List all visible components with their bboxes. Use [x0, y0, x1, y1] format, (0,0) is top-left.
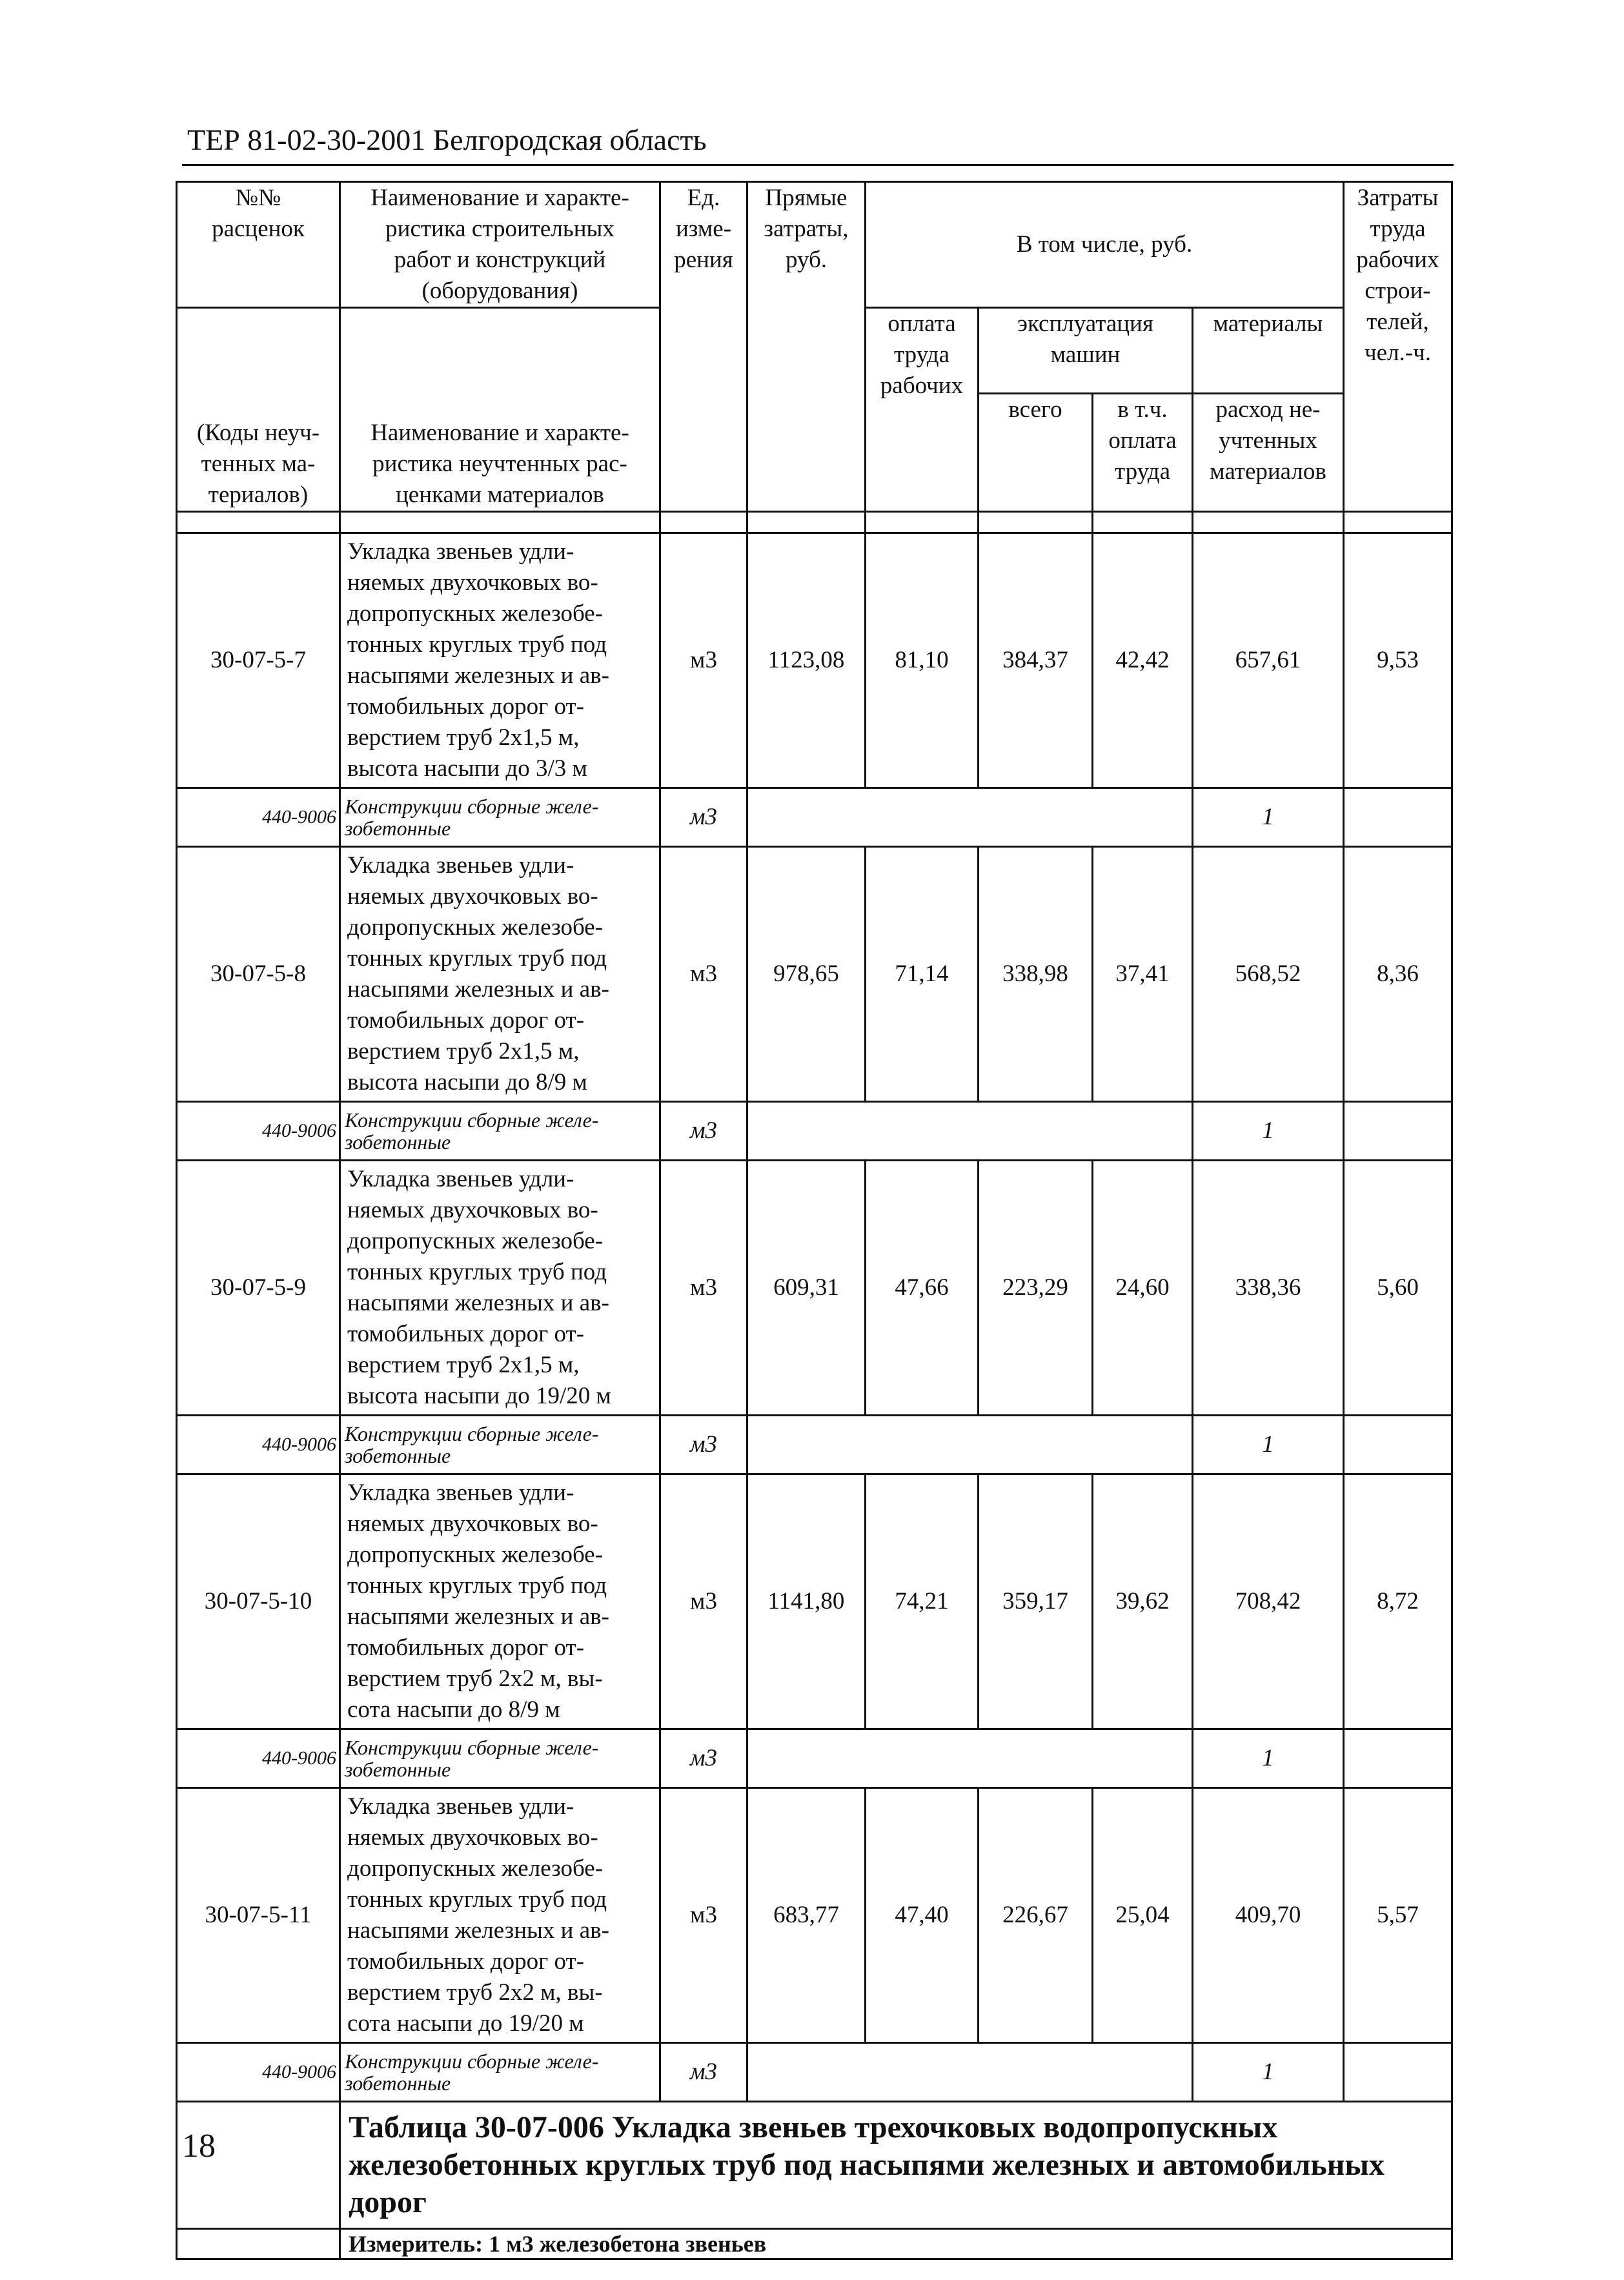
description-line: томобильных дорог от-	[347, 1634, 585, 1661]
description-line: верстием труб 2х1,5 м,	[347, 1352, 580, 1378]
labor-pay: 47,66	[866, 1161, 979, 1416]
description-line: тонных круглых труб под	[347, 945, 607, 972]
material-unit: м3	[660, 788, 747, 847]
description-line: верстием труб 2х1,5 м,	[347, 1038, 580, 1064]
unit: м3	[660, 1161, 747, 1416]
description-line: допропускных железобе-	[347, 1228, 604, 1254]
direct-cost: 978,65	[747, 847, 866, 1102]
labor-pay: 47,40	[866, 1788, 979, 2043]
machine-labor-pay: 25,04	[1093, 1788, 1193, 2043]
th-code-unaccounted: (Коды неуч- тенных ма- териалов)	[177, 308, 340, 512]
materials-cost: 338,36	[1193, 1161, 1344, 1416]
table-row	[177, 1161, 1452, 1416]
machine-cost: 226,67	[979, 1788, 1093, 2043]
description-line: Укладка звеньев удли-	[347, 1793, 574, 1820]
material-row	[177, 1416, 1452, 1474]
material-description: Конструкции сборные желе- зобетонные	[340, 2043, 660, 2102]
description-line: верстием труб 2х2 м, вы-	[347, 1665, 603, 1692]
material-row	[177, 2043, 1452, 2102]
table-row	[177, 533, 1452, 788]
material-code: 440-9006	[177, 1416, 340, 1474]
table-row	[177, 847, 1452, 1102]
th-machines-pay: в т.ч. оплата труда	[1093, 394, 1193, 512]
direct-cost: 683,77	[747, 1788, 866, 2043]
description-line: няемых двухочковых во-	[347, 883, 598, 910]
price-table	[176, 181, 1453, 2260]
unit: м3	[660, 1788, 747, 2043]
material-qty: 1	[1193, 1729, 1344, 1788]
th-including: В том числе, руб.	[866, 182, 1344, 308]
page-number: 18	[182, 2128, 216, 2164]
labor-pay: 71,14	[866, 847, 979, 1102]
description-line: высота насыпи до 8/9 м	[347, 1069, 587, 1095]
description-line: сота насыпи до 8/9 м	[347, 1696, 560, 1723]
machine-labor-pay: 39,62	[1093, 1474, 1193, 1729]
unit: м3	[660, 1474, 747, 1729]
material-code: 440-9006	[177, 788, 340, 847]
material-code: 440-9006	[177, 1102, 340, 1161]
description-line: тонных круглых труб под	[347, 631, 607, 658]
description-line: допропускных железобе-	[347, 600, 604, 627]
th-labor: Затраты труда рабочих строи- телей, чел.-ч.	[1344, 182, 1452, 512]
direct-cost: 609,31	[747, 1161, 866, 1416]
material-unit: м3	[660, 1416, 747, 1474]
description-line: няемых двухочковых во-	[347, 1511, 598, 1537]
work-description	[340, 533, 660, 788]
description-line: тонных круглых труб под	[347, 1573, 607, 1599]
description-line: насыпями железных и ав-	[347, 662, 609, 689]
section-title-row	[177, 2102, 1452, 2229]
th-name: Наименование и характе- ристика строительных работ и конструкций (оборудования)	[340, 182, 660, 308]
th-materials: материалы	[1193, 308, 1344, 394]
rate-code: 30-07-5-11	[177, 1788, 340, 2043]
material-description: Конструкции сборные желе- зобетонные	[340, 788, 660, 847]
description-line: верстием труб 2х2 м, вы-	[347, 1979, 603, 2006]
material-qty: 1	[1193, 788, 1344, 847]
description-line: няемых двухочковых во-	[347, 1197, 598, 1223]
labor-pay: 81,10	[866, 533, 979, 788]
labor-hours: 5,57	[1344, 1788, 1452, 2043]
th-code: №№ расценок	[177, 182, 340, 308]
measure-row	[177, 2229, 1452, 2259]
materials-cost: 568,52	[1193, 847, 1344, 1102]
material-unit: м3	[660, 1729, 747, 1788]
header-row-1	[177, 182, 1452, 308]
table-row	[177, 1474, 1452, 1729]
material-qty: 1	[1193, 2043, 1344, 2102]
rate-code: 30-07-5-7	[177, 533, 340, 788]
description-line: тонных круглых труб под	[347, 1259, 607, 1285]
th-direct: Прямые затраты, руб.	[747, 182, 866, 512]
labor-hours: 8,72	[1344, 1474, 1452, 1729]
material-description: Конструкции сборные желе- зобетонные	[340, 1416, 660, 1474]
machine-cost: 359,17	[979, 1474, 1093, 1729]
labor-pay: 74,21	[866, 1474, 979, 1729]
document-title: ТЕР 81-02-30-2001 Белгородская область	[187, 123, 707, 156]
description-line: насыпями железных и ав-	[347, 1603, 609, 1630]
description-line: насыпями железных и ав-	[347, 1290, 609, 1316]
description-line: верстием труб 2х1,5 м,	[347, 724, 580, 751]
th-labor-pay: оплата труда рабочих	[866, 308, 979, 512]
material-code: 440-9006	[177, 1729, 340, 1788]
description-line: няемых двухочковых во-	[347, 569, 598, 596]
material-qty: 1	[1193, 1102, 1344, 1161]
header-spacer-row	[177, 512, 1452, 533]
page-header	[182, 123, 1454, 166]
description-line: допропускных железобе-	[347, 1542, 604, 1568]
material-unit: м3	[660, 1102, 747, 1161]
work-description	[340, 1474, 660, 1729]
description-line: высота насыпи до 3/3 м	[347, 755, 587, 782]
description-line: Укладка звеньев удли-	[347, 1480, 574, 1506]
th-unaccounted: расход не- учтенных материалов	[1193, 394, 1344, 512]
material-code: 440-9006	[177, 2043, 340, 2102]
description-line: допропускных железобе-	[347, 914, 604, 941]
th-name-unaccounted: Наименование и характе- ристика неучтенных рас- ценками материалов	[340, 308, 660, 512]
description-line: Укладка звеньев удли-	[347, 538, 574, 565]
machine-cost: 223,29	[979, 1161, 1093, 1416]
direct-cost: 1141,80	[747, 1474, 866, 1729]
material-row	[177, 788, 1452, 847]
description-line: насыпями железных и ав-	[347, 1917, 609, 1944]
measure-unit: Измеритель: 1 м3 железобетона звеньев	[340, 2229, 1452, 2259]
rate-code: 30-07-5-9	[177, 1161, 340, 1416]
table-row	[177, 1788, 1452, 2043]
labor-hours: 9,53	[1344, 533, 1452, 788]
description-line: насыпями железных и ав-	[347, 976, 609, 1003]
rate-code: 30-07-5-10	[177, 1474, 340, 1729]
description-line: высота насыпи до 19/20 м	[347, 1383, 611, 1409]
section-title: Таблица 30-07-006 Укладка звеньев трехочковых водопропускных железобетонных круглых труб под насыпями железных и автомобильных дорог	[340, 2102, 1452, 2229]
description-line: няемых двухочковых во-	[347, 1824, 598, 1851]
material-row	[177, 1729, 1452, 1788]
machine-labor-pay: 42,42	[1093, 533, 1193, 788]
work-description	[340, 1161, 660, 1416]
unit: м3	[660, 533, 747, 788]
labor-hours: 5,60	[1344, 1161, 1452, 1416]
description-line: допропускных железобе-	[347, 1855, 604, 1882]
th-machines-total: всего	[979, 394, 1093, 512]
description-line: Укладка звеньев удли-	[347, 1166, 574, 1192]
labor-hours: 8,36	[1344, 847, 1452, 1102]
th-unit: Ед. изме- рения	[660, 182, 747, 512]
rate-code: 30-07-5-8	[177, 847, 340, 1102]
description-line: сота насыпи до 19/20 м	[347, 2010, 584, 2037]
machine-labor-pay: 24,60	[1093, 1161, 1193, 1416]
description-line: томобильных дорог от-	[347, 1321, 585, 1347]
material-row	[177, 1102, 1452, 1161]
unit: м3	[660, 847, 747, 1102]
description-line: томобильных дорог от-	[347, 693, 585, 720]
work-description	[340, 847, 660, 1102]
machine-cost: 338,98	[979, 847, 1093, 1102]
direct-cost: 1123,08	[747, 533, 866, 788]
description-line: Укладка звеньев удли-	[347, 852, 574, 879]
material-description: Конструкции сборные желе- зобетонные	[340, 1102, 660, 1161]
material-qty: 1	[1193, 1416, 1344, 1474]
materials-cost: 708,42	[1193, 1474, 1344, 1729]
material-unit: м3	[660, 2043, 747, 2102]
material-description: Конструкции сборные желе- зобетонные	[340, 1729, 660, 1788]
description-line: тонных круглых труб под	[347, 1886, 607, 1913]
work-description	[340, 1788, 660, 2043]
description-line: томобильных дорог от-	[347, 1948, 585, 1975]
machine-cost: 384,37	[979, 533, 1093, 788]
materials-cost: 409,70	[1193, 1788, 1344, 2043]
description-line: томобильных дорог от-	[347, 1007, 585, 1033]
th-machines: эксплуатация машин	[979, 308, 1193, 394]
materials-cost: 657,61	[1193, 533, 1344, 788]
machine-labor-pay: 37,41	[1093, 847, 1193, 1102]
